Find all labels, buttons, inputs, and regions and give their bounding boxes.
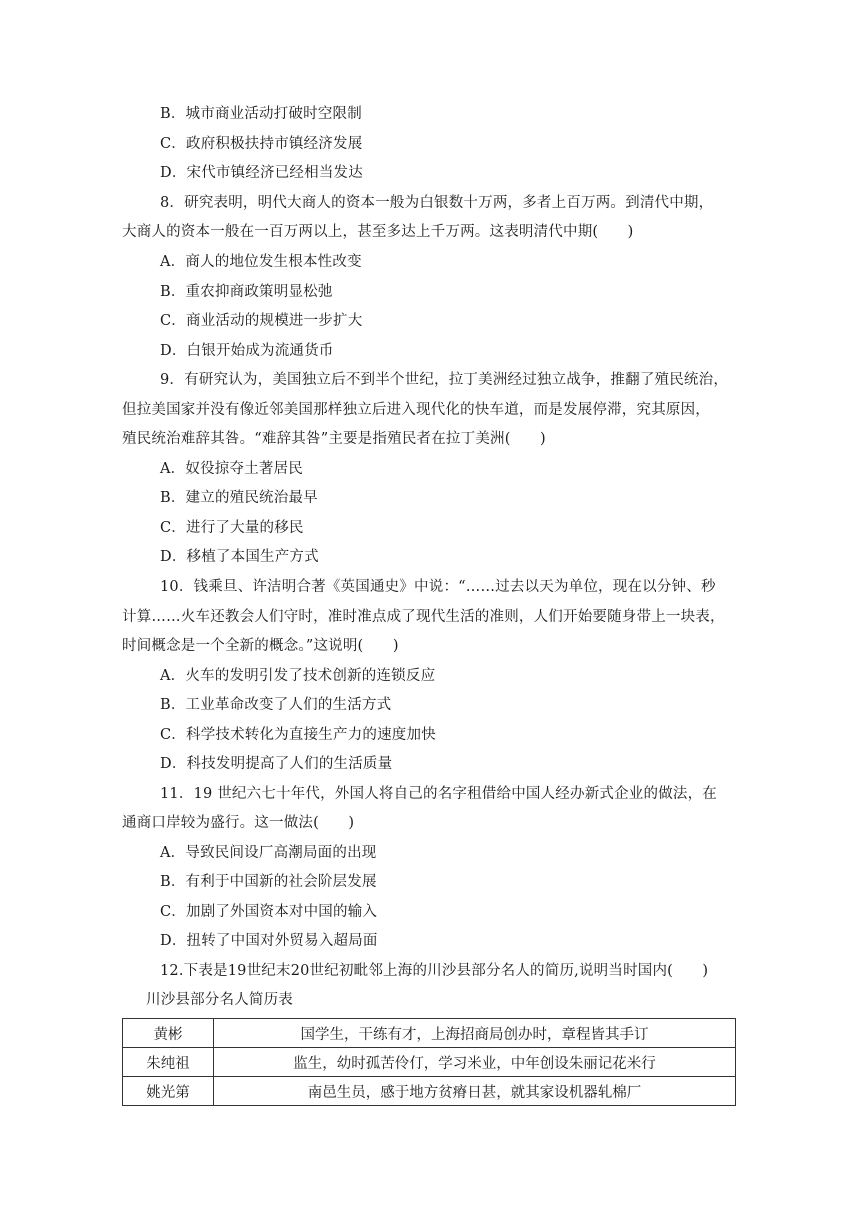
q7-option-c: C．政府积极扶持市镇经济发展	[160, 136, 363, 152]
q11-option-d: D．扭转了中国对外贸易入超局面	[160, 933, 378, 949]
table-cell-name: 黄彬	[123, 1019, 214, 1048]
q8-stem-line-2: 大商人的资本一般在一百万两以上，甚至多达上千万两。这表明清代中期( )	[122, 224, 634, 240]
q10-option-c: C．科学技术转化为直接生产力的速度加快	[160, 727, 436, 743]
q7-option-d: D．宋代市镇经济已经相当发达	[160, 165, 363, 181]
table-row	[123, 1077, 736, 1106]
q10-option-a: A．火车的发明引发了技术创新的连锁反应	[160, 668, 436, 684]
q7-option-b: B．城市商业活动打破时空限制	[160, 106, 362, 122]
q12-stem: 12.下表是19世纪末20世纪初毗邻上海的川沙县部分名人的简历,说明当时国内( )	[160, 963, 709, 979]
q12-table-title: 川沙县部分名人简历表	[146, 992, 293, 1008]
q9-stem-line-3: 殖民统治难辞其咎。“难辞其咎”主要是指殖民者在拉丁美洲( )	[122, 431, 546, 447]
q8-stem-line-1: 8．研究表明，明代大商人的资本一般为白银数十万两，多者上百万两。到清代中期，	[160, 195, 714, 211]
q11-option-a: A．导致民间设厂高潮局面的出现	[160, 845, 377, 861]
table-cell-name: 姚光第	[123, 1077, 214, 1106]
q8-option-c: C．商业活动的规模进一步扩大	[160, 313, 363, 329]
table-cell-name: 朱纯祖	[123, 1048, 214, 1077]
q9-option-c: C．进行了大量的移民	[160, 520, 304, 536]
q10-stem-line-3: 时间概念是一个全新的概念。”这说明( )	[122, 638, 399, 654]
table-cell-bio: 国学生，干练有才，上海招商局创办时，章程皆其手订	[214, 1019, 736, 1048]
q10-option-d: D．科技发明提高了人们的生活质量	[160, 756, 393, 772]
q10-stem-line-1: 10．钱乘旦、许洁明合著《英国通史》中说：“……过去以天为单位，现在以分钟、秒	[160, 579, 716, 595]
table-cell-bio: 监生，幼时孤苦伶仃，学习米业，中年创设朱丽记花米行	[214, 1048, 736, 1077]
q10-option-b: B．工业革命改变了人们的生活方式	[160, 697, 392, 713]
q11-option-b: B．有利于中国新的社会阶层发展	[160, 874, 377, 890]
q8-option-b: B．重农抑商政策明显松弛	[160, 284, 333, 300]
q9-stem-line-1: 9．有研究认为，美国独立后不到半个世纪，拉丁美洲经过独立战争，推翻了殖民统治，	[160, 372, 729, 388]
table-row	[123, 1019, 736, 1048]
q8-option-a: A．商人的地位发生根本性改变	[160, 254, 362, 270]
q11-stem-line-2: 通商口岸较为盛行。这一做法( )	[122, 815, 355, 831]
q11-stem-line-1: 11．19 世纪六七十年代，外国人将自己的名字租借给中国人经办新式企业的做法，在	[160, 786, 718, 802]
q9-stem-line-2: 但拉美国家并没有像近邻美国那样独立后进入现代化的快车道，而是发展停滞，究其原因，	[122, 402, 710, 418]
table-row	[123, 1048, 736, 1077]
q9-option-d: D．移植了本国生产方式	[160, 549, 319, 565]
q9-option-a: A．奴役掠夺土著居民	[160, 461, 303, 477]
famous-people-table	[122, 1018, 736, 1106]
q10-stem-line-2: 计算……火车还教会人们守时，准时准点成了现代生活的准则，人们开始要随身带上一块表，	[122, 609, 725, 625]
table-cell-bio: 南邑生员，感于地方贫瘠日甚，就其家设机器轧棉厂	[214, 1077, 736, 1106]
q8-option-d: D．白银开始成为流通货币	[160, 343, 334, 359]
q11-option-c: C．加剧了外国资本对中国的输入	[160, 904, 378, 920]
q9-option-b: B．建立的殖民统治最早	[160, 490, 318, 506]
